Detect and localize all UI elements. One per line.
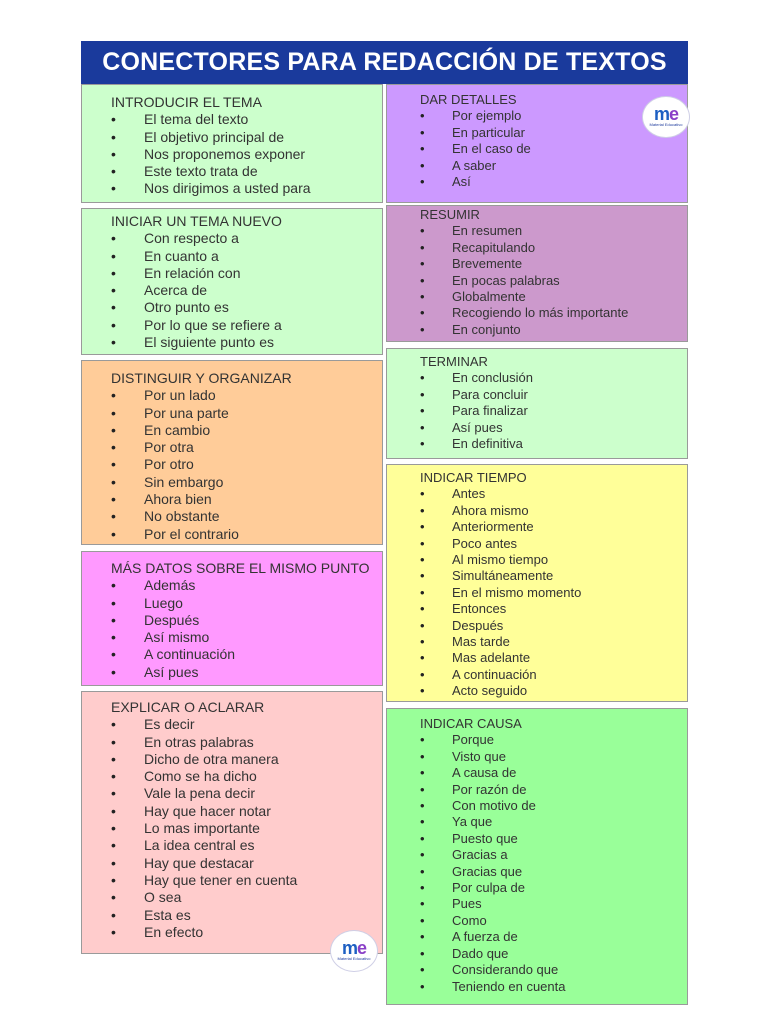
section-mas-datos bbox=[81, 551, 383, 686]
connector-item: • En conclusión bbox=[420, 370, 687, 386]
connector-item: • A fuerza de bbox=[420, 929, 687, 945]
connector-item: • En cambio bbox=[111, 422, 382, 439]
connector-item: • El tema del texto bbox=[111, 111, 382, 128]
connector-item: • Con motivo de bbox=[420, 798, 687, 814]
connector-item: • Después bbox=[420, 618, 687, 634]
connector-item: • A continuación bbox=[420, 667, 687, 683]
connector-item: • Dado que bbox=[420, 946, 687, 962]
connector-item: • Nos dirigimos a usted para bbox=[111, 180, 382, 197]
connector-item: • En el caso de bbox=[420, 141, 687, 157]
connector-list bbox=[111, 716, 382, 941]
connector-item: • Hay que destacar bbox=[111, 855, 382, 872]
brand-logo: me Material Educativo bbox=[642, 96, 690, 138]
connector-item: • Otro punto es bbox=[111, 299, 382, 316]
connector-item: • Ahora bien bbox=[111, 491, 382, 508]
connector-item: • Simultáneamente bbox=[420, 568, 687, 584]
connector-item: • Este texto trata de bbox=[111, 163, 382, 180]
section-title: INDICAR CAUSA bbox=[420, 716, 522, 731]
connector-item: • Porque bbox=[420, 732, 687, 748]
connector-item: • El siguiente punto es bbox=[111, 334, 382, 351]
connector-item: • Por otra bbox=[111, 439, 382, 456]
connector-list bbox=[420, 370, 687, 452]
connector-item: • Para concluir bbox=[420, 387, 687, 403]
connector-list bbox=[111, 111, 382, 197]
connector-item: • Mas adelante bbox=[420, 650, 687, 666]
connector-list bbox=[420, 486, 687, 699]
connector-item: • A saber bbox=[420, 158, 687, 174]
connector-item: • Como bbox=[420, 913, 687, 929]
connector-item: • Vale la pena decir bbox=[111, 785, 382, 802]
section-indicar-tiempo bbox=[386, 464, 688, 702]
connector-list bbox=[420, 223, 687, 338]
connector-item: • Esta es bbox=[111, 907, 382, 924]
connector-item: • Pues bbox=[420, 896, 687, 912]
brand-logo-bottom: me Material Educativo bbox=[330, 930, 378, 972]
section-terminar bbox=[386, 348, 688, 459]
connector-item: • Por una parte bbox=[111, 405, 382, 422]
connector-item: • Teniendo en cuenta bbox=[420, 979, 687, 995]
connector-item: • En el mismo momento bbox=[420, 585, 687, 601]
connector-item: • En cuanto a bbox=[111, 248, 382, 265]
connector-item: • Por el contrario bbox=[111, 526, 382, 543]
section-distinguir-y-organizar bbox=[81, 360, 383, 545]
connector-item: • Al mismo tiempo bbox=[420, 552, 687, 568]
section-iniciar-un-tema-nuevo bbox=[81, 208, 383, 355]
connector-item: • En otras palabras bbox=[111, 734, 382, 751]
section-explicar-o-aclarar bbox=[81, 691, 383, 954]
connector-item: • Así pues bbox=[420, 420, 687, 436]
connector-item: • Así mismo bbox=[111, 629, 382, 646]
connector-item: • Poco antes bbox=[420, 536, 687, 552]
section-dar-detalles bbox=[386, 84, 688, 203]
section-title: DISTINGUIR Y ORGANIZAR bbox=[111, 370, 292, 386]
connector-item: • Además bbox=[111, 577, 382, 594]
connector-item: • Como se ha dicho bbox=[111, 768, 382, 785]
connector-item: • Por culpa de bbox=[420, 880, 687, 896]
connector-item: • En efecto bbox=[111, 924, 382, 941]
section-title: EXPLICAR O ACLARAR bbox=[111, 699, 265, 715]
connector-item: • O sea bbox=[111, 889, 382, 906]
section-title: INICIAR UN TEMA NUEVO bbox=[111, 213, 282, 229]
page-title: CONECTORES PARA REDACCIÓN DE TEXTOS bbox=[81, 41, 688, 84]
connector-list bbox=[111, 387, 382, 543]
connector-list bbox=[111, 230, 382, 351]
section-title: DAR DETALLES bbox=[420, 92, 517, 107]
connector-item: • Por razón de bbox=[420, 782, 687, 798]
connector-item: • Con respecto a bbox=[111, 230, 382, 247]
connector-item: • A causa de bbox=[420, 765, 687, 781]
connector-item: • No obstante bbox=[111, 508, 382, 525]
connector-item: • Visto que bbox=[420, 749, 687, 765]
connector-item: • Considerando que bbox=[420, 962, 687, 978]
connector-item: • Dicho de otra manera bbox=[111, 751, 382, 768]
connector-item: • Nos proponemos exponer bbox=[111, 146, 382, 163]
connector-item: • Luego bbox=[111, 595, 382, 612]
connector-item: • Ya que bbox=[420, 814, 687, 830]
connector-item: • Mas tarde bbox=[420, 634, 687, 650]
connector-item: • Recapitulando bbox=[420, 240, 687, 256]
connector-item: • Ahora mismo bbox=[420, 503, 687, 519]
connector-item: • En particular bbox=[420, 125, 687, 141]
connector-item: • Es decir bbox=[111, 716, 382, 733]
connector-item: • A continuación bbox=[111, 646, 382, 663]
connector-item: • Sin embargo bbox=[111, 474, 382, 491]
connector-list bbox=[420, 732, 687, 995]
connector-item: • Por ejemplo bbox=[420, 108, 687, 124]
connector-item: • En conjunto bbox=[420, 322, 687, 338]
connector-item: • En pocas palabras bbox=[420, 273, 687, 289]
connector-item: • Gracias a bbox=[420, 847, 687, 863]
section-resumir bbox=[386, 205, 688, 342]
connector-item: • Hay que tener en cuenta bbox=[111, 872, 382, 889]
connector-item: • Por un lado bbox=[111, 387, 382, 404]
connector-item: • El objetivo principal de bbox=[111, 129, 382, 146]
section-title: TERMINAR bbox=[420, 354, 488, 369]
connector-item: • En resumen bbox=[420, 223, 687, 239]
connector-item: • Así pues bbox=[111, 664, 382, 681]
connector-item: • Globalmente bbox=[420, 289, 687, 305]
connector-item: • Gracias que bbox=[420, 864, 687, 880]
connector-item: • Así bbox=[420, 174, 687, 190]
connector-item: • Recogiendo lo más importante bbox=[420, 305, 687, 321]
connector-item: • Puesto que bbox=[420, 831, 687, 847]
section-title: RESUMIR bbox=[420, 207, 480, 222]
section-title: MÁS DATOS SOBRE EL MISMO PUNTO bbox=[111, 560, 370, 576]
section-introducir-el-tema bbox=[81, 84, 383, 203]
connector-item: • Brevemente bbox=[420, 256, 687, 272]
connector-item: • Por otro bbox=[111, 456, 382, 473]
connector-item: • Acerca de bbox=[111, 282, 382, 299]
connector-item: • Por lo que se refiere a bbox=[111, 317, 382, 334]
connector-item: • Lo mas importante bbox=[111, 820, 382, 837]
connector-item: • Después bbox=[111, 612, 382, 629]
connector-item: • Antes bbox=[420, 486, 687, 502]
connector-item: • Para finalizar bbox=[420, 403, 687, 419]
connector-item: • Entonces bbox=[420, 601, 687, 617]
connector-item: • Hay que hacer notar bbox=[111, 803, 382, 820]
section-indicar-causa bbox=[386, 708, 688, 1005]
connector-item: • La idea central es bbox=[111, 837, 382, 854]
connector-list bbox=[111, 577, 382, 681]
section-title: INTRODUCIR EL TEMA bbox=[111, 94, 262, 110]
connector-item: • En definitiva bbox=[420, 436, 687, 452]
connector-item: • En relación con bbox=[111, 265, 382, 282]
connector-item: • Anteriormente bbox=[420, 519, 687, 535]
connector-item: • Acto seguido bbox=[420, 683, 687, 699]
section-title: INDICAR TIEMPO bbox=[420, 470, 527, 485]
